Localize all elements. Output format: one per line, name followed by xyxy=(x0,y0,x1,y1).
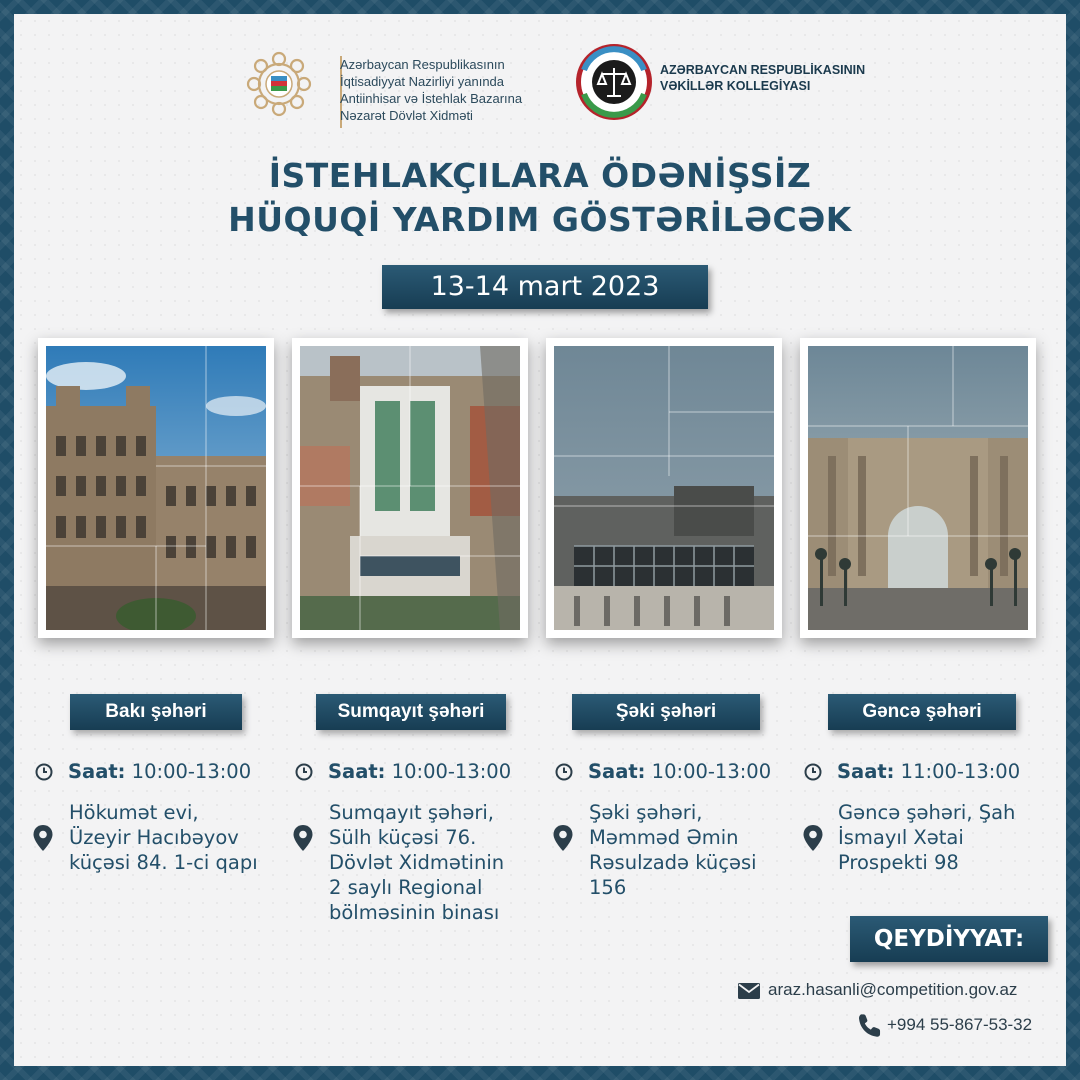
address-line: Sülh küçəsi 76. xyxy=(329,826,477,849)
address-sumqayit xyxy=(329,800,504,925)
time-label: Saat: xyxy=(328,760,386,783)
address-line: Hökumət evi, xyxy=(69,801,199,824)
email-link[interactable]: araz.hasanli@competition.gov.az xyxy=(768,980,1018,999)
clock-icon xyxy=(34,762,54,782)
address-line: küçəsi 84. 1-ci qapı xyxy=(69,851,258,874)
time-label: Saat: xyxy=(68,760,126,783)
org2-line: VƏKİLLƏR KOLLEGİYASI xyxy=(660,79,811,93)
address-line: İsmayıl Xətai xyxy=(838,826,964,849)
date-banner: 13-14 mart 2023 xyxy=(382,265,708,309)
address-line: Rəsulzadə küçəsi xyxy=(589,851,757,874)
address-sheki xyxy=(589,800,757,900)
sheki-building-image xyxy=(554,346,774,630)
org2-name xyxy=(660,62,880,94)
address-ganja xyxy=(838,800,1015,875)
baku-government-house-image xyxy=(46,346,266,630)
address-line: Prospekti 98 xyxy=(838,851,959,874)
time-label: Saat: xyxy=(588,760,646,783)
address-baku xyxy=(69,800,258,875)
address-line: 156 xyxy=(589,876,627,899)
sheki-photo xyxy=(546,338,782,638)
org1-name xyxy=(340,56,580,124)
address-line: bölməsinin binası xyxy=(329,901,500,924)
address-line: Dövlət Xidmətinin xyxy=(329,851,505,874)
org1-line: Azərbaycan Respublikasının xyxy=(340,57,505,72)
ganja-photo xyxy=(800,338,1036,638)
map-pin-icon xyxy=(552,824,574,852)
city-label-baku: Bakı şəhəri xyxy=(70,694,242,730)
time-label: Saat: xyxy=(837,760,895,783)
headline-line: İSTEHLAKÇILARA ÖDƏNİŞSİZ xyxy=(268,156,812,195)
clock-icon xyxy=(803,762,823,782)
time-row-sheki xyxy=(588,760,771,783)
time-row-sumqayit xyxy=(328,760,511,783)
org1-line: Nəzarət Dövlət Xidməti xyxy=(340,108,473,123)
headline xyxy=(14,154,1066,242)
envelope-icon xyxy=(737,982,761,1000)
bar-association-seal-icon xyxy=(574,40,654,124)
time-value: 10:00-13:00 xyxy=(645,760,772,783)
time-value: 11:00-13:00 xyxy=(894,760,1021,783)
city-label-sheki: Şəki şəhəri xyxy=(572,694,760,730)
clock-icon xyxy=(294,762,314,782)
org2-line: AZƏRBAYCAN RESPUBLİKASININ xyxy=(660,63,866,77)
address-line: Üzeyir Hacıbəyov xyxy=(69,826,239,849)
sumqayit-building-image xyxy=(300,346,520,630)
time-row-ganja xyxy=(837,760,1020,783)
registration-banner: QEYDİYYAT: xyxy=(850,916,1048,962)
phone-link[interactable]: +994 55-867-53-32 xyxy=(887,1015,1033,1034)
address-line: Şəki şəhəri, xyxy=(589,801,703,824)
headline-line: HÜQUQİ YARDIM GÖSTƏRİLƏCƏK xyxy=(228,200,852,239)
address-line: 2 saylı Regional xyxy=(329,876,483,899)
phone-icon xyxy=(856,1012,884,1040)
org1-line: Antiinhisar və İstehlak Bazarına xyxy=(340,91,523,106)
address-line: Məmməd Əmin xyxy=(589,826,739,849)
time-row-baku xyxy=(68,760,251,783)
city-label-ganja: Gəncə şəhəri xyxy=(828,694,1016,730)
clock-icon xyxy=(554,762,574,782)
baku-photo xyxy=(38,338,274,638)
sumqayit-photo xyxy=(292,338,528,638)
time-value: 10:00-13:00 xyxy=(385,760,512,783)
map-pin-icon xyxy=(292,824,314,852)
map-pin-icon xyxy=(802,824,824,852)
address-line: Sumqayıt şəhəri, xyxy=(329,801,495,824)
org1-line: İqtisadiyyat Nazirliyi yanında xyxy=(340,74,505,89)
city-label-sumqayit: Sumqayıt şəhəri xyxy=(316,694,506,730)
ganja-arch-image xyxy=(808,346,1028,630)
map-pin-icon xyxy=(32,824,54,852)
poster-card xyxy=(14,14,1066,1066)
antimonopoly-service-logo-icon xyxy=(244,46,314,124)
time-value: 10:00-13:00 xyxy=(125,760,252,783)
address-line: Gəncə şəhəri, Şah xyxy=(838,801,1016,824)
